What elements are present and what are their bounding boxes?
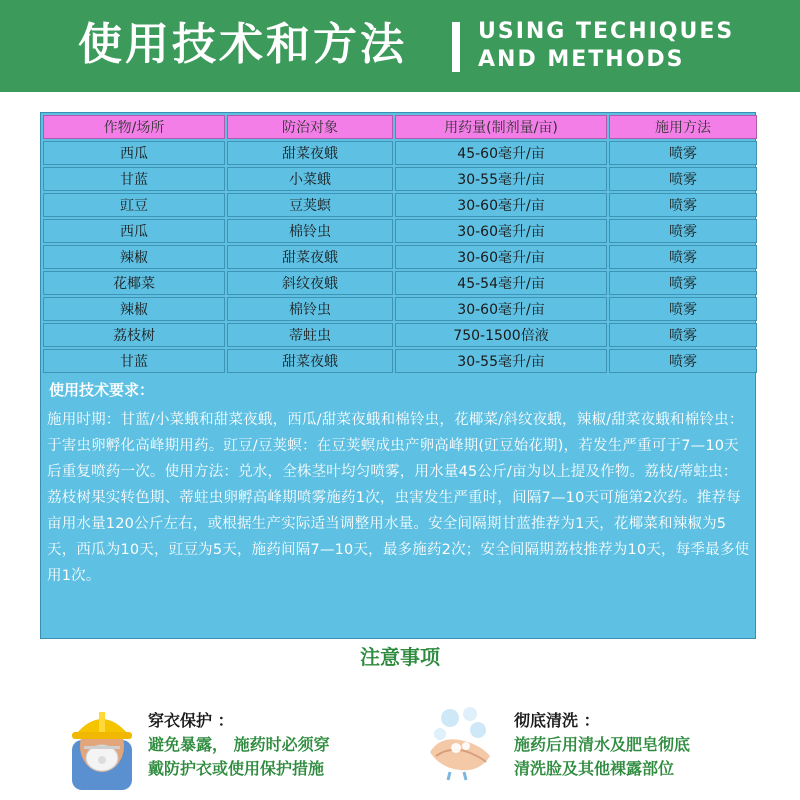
tip-washing-line2: 清洗脸及其他裸露部位 bbox=[514, 759, 675, 778]
table-header-row bbox=[43, 115, 757, 139]
table-row bbox=[43, 349, 757, 373]
header-target: 防治对象 bbox=[227, 115, 393, 139]
header-method: 施用方法 bbox=[609, 115, 757, 139]
cell-method: 喷雾 bbox=[609, 245, 757, 269]
cell-target: 甜菜夜蛾 bbox=[227, 141, 393, 165]
title-en-line1: USING TECHIQUES bbox=[478, 19, 735, 44]
title-divider bbox=[452, 22, 460, 72]
table-row bbox=[43, 271, 757, 295]
header-crop: 作物/场所 bbox=[43, 115, 225, 139]
cell-method: 喷雾 bbox=[609, 271, 757, 295]
cell-crop: 辣椒 bbox=[43, 245, 225, 269]
cell-target: 甜菜夜蛾 bbox=[227, 349, 393, 373]
table-row bbox=[43, 167, 757, 191]
cell-crop: 西瓜 bbox=[43, 141, 225, 165]
header-banner bbox=[0, 0, 800, 92]
table-row bbox=[43, 193, 757, 217]
tip-clothing-heading: 穿衣保护 ： bbox=[148, 711, 234, 730]
cell-dosage: 30-60毫升/亩 bbox=[395, 297, 607, 321]
cell-method: 喷雾 bbox=[609, 193, 757, 217]
notice-title: 注意事项 bbox=[360, 645, 440, 669]
table-row bbox=[43, 297, 757, 321]
hand-washing-icon bbox=[420, 700, 500, 782]
cell-crop: 甘蓝 bbox=[43, 349, 225, 373]
usage-panel bbox=[40, 112, 756, 639]
title-en-line2: AND METHODS bbox=[478, 47, 685, 72]
tip-clothing-line2: 戴防护衣或使用保护措施 bbox=[148, 759, 325, 778]
cell-crop: 甘蓝 bbox=[43, 167, 225, 191]
cell-target: 棉铃虫 bbox=[227, 297, 393, 321]
dosage-table bbox=[41, 113, 759, 375]
cell-dosage: 45-60毫升/亩 bbox=[395, 141, 607, 165]
cell-dosage: 30-60毫升/亩 bbox=[395, 219, 607, 243]
cell-target: 蒂蛀虫 bbox=[227, 323, 393, 347]
table-row bbox=[43, 141, 757, 165]
cell-crop: 辣椒 bbox=[43, 297, 225, 321]
cell-crop: 花椰菜 bbox=[43, 271, 225, 295]
cell-method: 喷雾 bbox=[609, 297, 757, 321]
cell-crop: 荔枝树 bbox=[43, 323, 225, 347]
worker-helmet-mask-icon bbox=[62, 700, 142, 790]
table-row bbox=[43, 219, 757, 243]
cell-target: 豆荚螟 bbox=[227, 193, 393, 217]
table-row bbox=[43, 245, 757, 269]
tip-washing-line1: 施药后用清水及肥皂彻底 bbox=[514, 735, 691, 754]
requirements-body: 施用时期：甘蓝/小菜蛾和甜菜夜蛾，西瓜/甜菜夜蛾和棉铃虫，花椰菜/斜纹夜蛾，辣椒/甜菜夜蛾和棉铃虫：于害虫卵孵化高峰期用药。豇豆/豆荚螟：在豆荚螟成虫产卵高峰期(豇豆始花期)，若发生严重可于7—10天后重复喷药一次。使用方法：兑水，全株茎叶均匀喷雾，用水量45公斤/亩为以上提及作物。荔枝/蒂蛀虫：荔枝树果实转色期、蒂蛀虫卵孵高峰期喷雾施药1次，虫害发生严重时，间隔7—10天可施第2次药。推荐每亩用水量120公斤左右，或根据生产实际适当调整用水量。安全间隔期甘蓝推荐为1天，花椰菜和辣椒为5天，西瓜为10天，豇豆为5天，施药间隔7—10天，最多施药2次；安全间隔期荔枝推荐为10天，每季最多使用1次。 bbox=[47, 412, 750, 584]
cell-target: 小菜蛾 bbox=[227, 167, 393, 191]
cell-target: 甜菜夜蛾 bbox=[227, 245, 393, 269]
page-title: 使用技术和方法 bbox=[78, 19, 407, 70]
header-dosage: 用药量(制剂量/亩) bbox=[395, 115, 607, 139]
cell-method: 喷雾 bbox=[609, 349, 757, 373]
tip-clothing-line1: 避免暴露， 施药时必须穿 bbox=[148, 735, 330, 754]
cell-method: 喷雾 bbox=[609, 219, 757, 243]
table-row bbox=[43, 323, 757, 347]
cell-dosage: 30-60毫升/亩 bbox=[395, 245, 607, 269]
cell-dosage: 45-54毫升/亩 bbox=[395, 271, 607, 295]
cell-crop: 西瓜 bbox=[43, 219, 225, 243]
page-title-english bbox=[478, 18, 734, 74]
cell-dosage: 30-60毫升/亩 bbox=[395, 193, 607, 217]
cell-method: 喷雾 bbox=[609, 167, 757, 191]
cell-target: 棉铃虫 bbox=[227, 219, 393, 243]
cell-method: 喷雾 bbox=[609, 323, 757, 347]
cell-dosage: 750-1500倍液 bbox=[395, 323, 607, 347]
cell-method: 喷雾 bbox=[609, 141, 757, 165]
cell-dosage: 30-55毫升/亩 bbox=[395, 349, 607, 373]
cell-target: 斜纹夜蛾 bbox=[227, 271, 393, 295]
tip-washing-heading: 彻底清洗 ： bbox=[514, 711, 600, 730]
cell-crop: 豇豆 bbox=[43, 193, 225, 217]
requirements-title: 使用技术要求： bbox=[49, 381, 155, 399]
cell-dosage: 30-55毫升/亩 bbox=[395, 167, 607, 191]
